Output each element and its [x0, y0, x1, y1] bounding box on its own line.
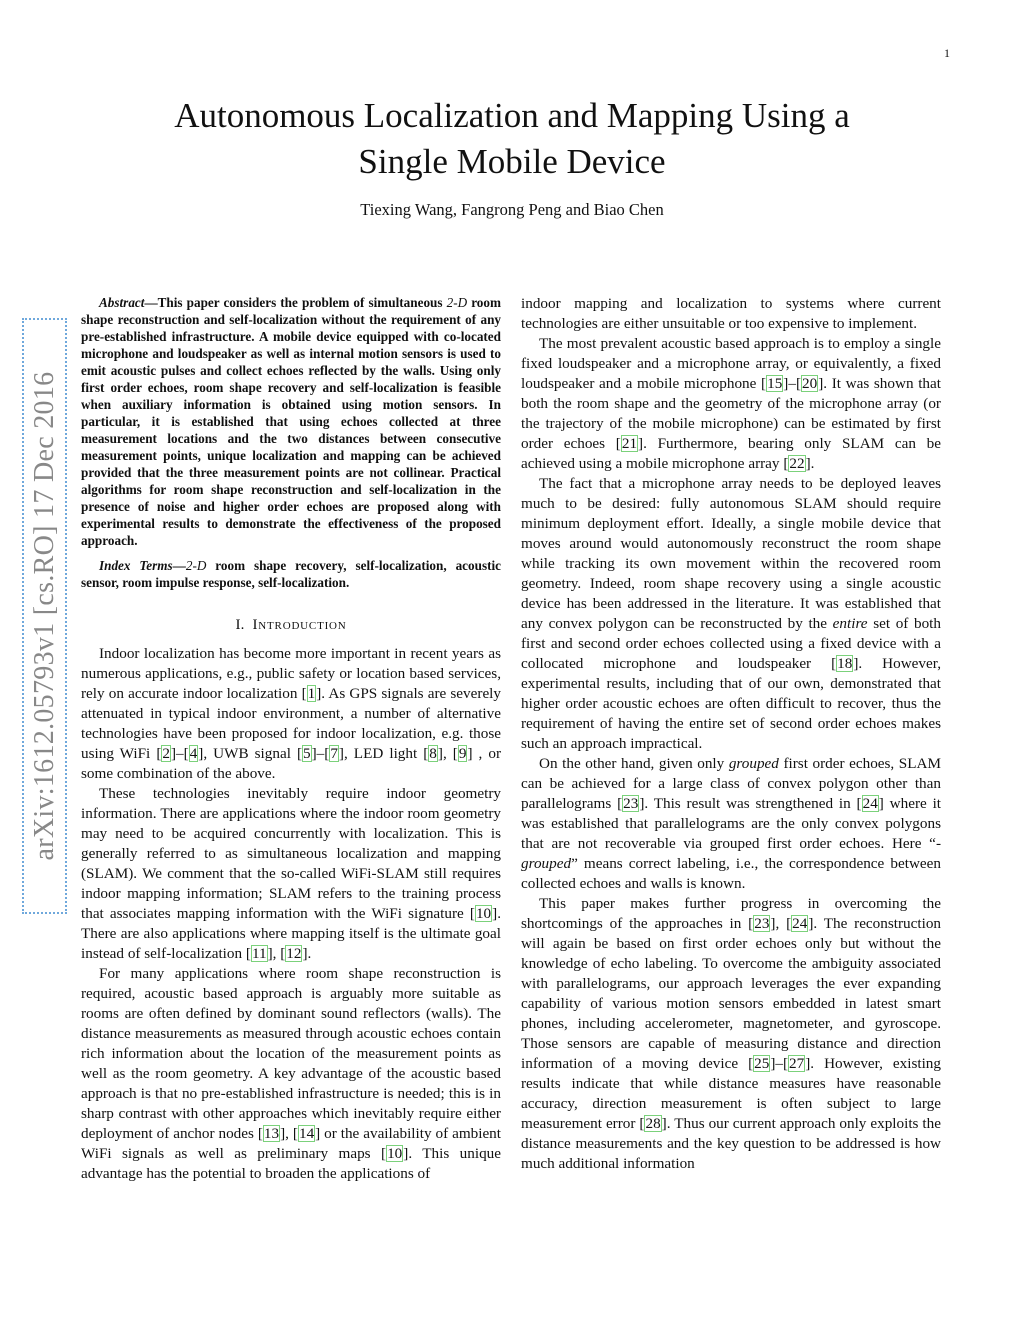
right-paragraph-3: On the other hand, given only grouped first order echoes, SLAM can be achieved for a large class of convex polygon other than parallelograms [23]. This result was strengthened in [24] where it was established that parallelograms are the only convex polygons that are not recoverable via grouped first order echoes. Here “-grouped” means correct labeling, i.e., the correspondence between collected echoes and walls is known.	[521, 755, 942, 892]
emphasis: grouped	[728, 755, 779, 772]
citation-link[interactable]: 12	[286, 945, 302, 962]
citation-link[interactable]: 27	[789, 1055, 805, 1072]
text: . The reconstruction will again be based on first order echoes only but without the knowledge of echo labeling. To overcome the ambiguity associated with parallelograms, our approach leverages the ever expanding capability of various motion sensors embedded in latest smart phones, including accelerometer, magnetometer, and gyroscope. Those sensors are capable of measuring distance and direction information of a moving device	[521, 915, 942, 1072]
right-paragraph-0: indoor mapping and localization to systems where current technologies are either unsuitable or too expensive to implement.	[521, 295, 941, 332]
text: ,	[285, 1125, 293, 1142]
text: ,	[442, 745, 453, 762]
abstract-text-1: This paper considers the problem of simultaneous	[157, 295, 447, 310]
text: . This unique advantage has the potential to broaden the applications of	[81, 1145, 501, 1182]
text: set of both first and second order echoes collected using a fixed device with a collocated microphone and loudspeaker	[521, 615, 941, 672]
abstract-label: Abstract	[99, 295, 145, 310]
text: –	[788, 375, 796, 392]
citation-link[interactable]: 24	[792, 915, 808, 932]
citation-link[interactable]: 23	[754, 915, 770, 932]
text: –	[775, 1055, 783, 1072]
text: The most prevalent acoustic based approach is to employ a single fixed loudspeaker and a microphone array, or equivalently, a fixed loudspeaker and a mobile microphone	[521, 335, 941, 392]
citation-link[interactable]: 21	[621, 435, 638, 452]
title-line-1: Autonomous Localization and Mapping Using a	[174, 96, 850, 135]
citation-link[interactable]: 24	[862, 795, 878, 812]
arxiv-stamp[interactable]	[22, 318, 67, 914]
citation-link[interactable]: 10	[475, 905, 492, 922]
text: , LED light	[343, 745, 424, 762]
section-name: Introduction	[252, 617, 347, 633]
citation-link[interactable]: 23	[623, 795, 639, 812]
citation-link[interactable]: 4	[189, 745, 198, 762]
text: ,	[775, 915, 787, 932]
text: . As GPS signals are severely attenuated in typical indoor environment, a number of alternative technologies have been proposed for indoor localization, e.g. those using WiFi	[81, 685, 501, 762]
text: .	[307, 945, 312, 962]
citation-link[interactable]: 5	[303, 745, 311, 762]
citation-link[interactable]: 28	[645, 1115, 661, 1132]
index-terms-text: room shape recovery, self-localization, acoustic sensor, room impulse response, self-localization.	[81, 558, 501, 590]
text: , or some combination of the above.	[81, 745, 502, 782]
index-terms-dash: —	[172, 558, 186, 573]
emphasis: entire	[832, 615, 868, 632]
text: –	[176, 745, 184, 762]
authors: Tiexing Wang, Fangrong Peng and Biao Chen	[360, 200, 664, 219]
arxiv-stamp-text: arXiv:1612.05793v1 [cs.RO] 17 Dec 2016	[28, 371, 60, 861]
abstract-dash: —	[144, 295, 158, 310]
title-line-2: Single Mobile Device	[358, 142, 666, 181]
section-heading-introduction	[81, 617, 501, 634]
emphasis: -grouped	[521, 835, 941, 872]
citation-link[interactable]: 2	[162, 745, 170, 762]
section-number: I.	[235, 617, 245, 633]
text: . It was shown that both the room shape and the geometry of the microphone array (or the trajectory of the mobile microphone) can be estimated by first order echoes	[521, 375, 941, 452]
text: ” means correct labeling, i.e., the correspondence between collected echoes and walls is known.	[521, 855, 941, 892]
text: , UWB signal	[203, 745, 297, 762]
intro-paragraph-2: These technologies inevitably require indoor geometry information. There are applications where the indoor room geometry may need to be acquired concurrently with localization. This is generally referred to as simultaneous localization and mapping (SLAM). We comment that the so-called WiFi-SLAM still requires indoor mapping information; SLAM refers to the training process that associates mapping information with the WiFi signature [10]. There are also applications where mapping itself is the ultimate goal instead of self-localization [11], [12].	[81, 785, 501, 962]
text: For many applications where room shape reconstruction is required, acoustic based approach is arguably more suitable as rooms are often defined by dominant sound reflectors (walls). The distance measurements as measured through acoustic echoes contain rich information about the location of the measurement points as well as the room geometry. A key advantage of the acoustic based approach is that no pre-established infrastructure is needed; this is in sharp contrast with other approaches which inevitably require either deployment of anchor nodes	[81, 965, 501, 1142]
citation-link[interactable]: 7	[330, 745, 338, 762]
citation-link[interactable]: 11	[251, 945, 267, 962]
text: . However, existing results indicate that while distance measures have reasonable accuracy, direction measurement is often subject to large measurement error	[521, 1055, 941, 1132]
right-paragraph-4: This paper makes further progress in overcoming the shortcomings of the approaches in [23], [24]. The reconstruction will again be based on first order echoes only but without the knowledge of echo labeling. To overcome the ambiguity associated with parallelograms, our approach leverages the ever expanding capability of various motion sensors embedded in latest smart phones, including accelerometer, magnetometer, and gyroscope. Those sensors are capable of measuring distance and direction information of a moving device [25]–[27]. However, existing results indicate that while distance measures have reasonable accuracy, direction measurement is often subject to large measurement error [28]. Thus our current approach only exploits the distance measurements and the key question to be addressed is how much additional information	[521, 895, 942, 1172]
citation-link[interactable]: 15	[767, 375, 783, 392]
citation-link[interactable]: 25	[754, 1055, 770, 1072]
text: This paper makes further progress in overcoming the shortcomings of the approaches in	[521, 895, 941, 932]
text: The fact that a microphone array needs to be deployed leaves much to be desired: fully autonomous SLAM should require minimum deployment effort. Ideally, a single mobile device that moves around would autonomously reconstruct the room shape while tracking its own movement within the recovered room geometry. Indeed, room shape recovery using a single acoustic device has been addressed in the literature. It was established that any convex polygon can be reconstructed by the	[521, 475, 941, 632]
text: On the other hand, given only	[539, 755, 729, 772]
paper-title	[60, 93, 964, 185]
intro-paragraph-1: Indoor localization has become more important in recent years as numerous applications, e.g., public safety or location based services, rely on accurate indoor localization [1]. As GPS signals are severely attenuated in typical indoor environment, a number of alternative technologies have been proposed for indoor localization, e.g. those using WiFi [2]–[4], UWB signal [5]–[7], LED light [8], [9] , or some combination of the above.	[81, 645, 502, 782]
abstract-text-2: room shape reconstruction and self-localization without the requirement of any pre-established infrastructure. A mobile device equipped with co-located microphone and loudspeaker as well as internal motion sensors is used to emit acoustic pulses and collect echoes reflected by the walls. Using only first order echoes, room shape recovery and self-localization is feasible when auxiliary information is obtained using motion sensors. In particular, it is established that using echoes collected at three measurement locations and the two distances between consecutive measurement points, unique localization and mapping can be achieved provided that the three measurement points are not collinear. Practical algorithms for room shape reconstruction and self-localization in the presence of noise and higher order echoes are proposed along with experimental results to demonstrate the effectiveness of the proposed approach.	[81, 295, 501, 548]
citation-link[interactable]: 18	[837, 655, 853, 672]
citation-link[interactable]: 14	[298, 1125, 315, 1142]
text: Indoor localization has become more important in recent years as numerous applications, e.g., public safety or location based services, rely on accurate indoor localization	[81, 645, 501, 702]
right-paragraph-1: The most prevalent acoustic based approach is to employ a single fixed loudspeaker and a microphone array, or equivalently, a fixed loudspeaker and a mobile microphone [15]–[20]. It was shown that both the room shape and the geometry of the microphone array (or the trajectory of the mobile microphone) can be estimated by first order echoes [21]. Furthermore, bearing only SLAM can be achieved using a mobile microphone array [22].	[521, 335, 941, 472]
citation-link[interactable]: 10	[387, 1145, 403, 1162]
text: . This result was strengthened in	[644, 795, 857, 812]
text: These technologies inevitably require indoor geometry information. There are applications where the indoor room geometry may need to be acquired concurrently with localization. This is generally referred to as simultaneous localization and mapping (SLAM). We comment that the so-called WiFi-SLAM still requires indoor mapping information; SLAM refers to the training process that associates mapping information with the WiFi signature	[81, 785, 501, 922]
right-column	[521, 294, 941, 1174]
text: –	[316, 745, 325, 762]
citation-link[interactable]: 1	[307, 685, 316, 702]
page-number: 1	[944, 46, 950, 60]
intro-paragraph-3: For many applications where room shape reconstruction is required, acoustic based approach is arguably more suitable as rooms are often defined by dominant sound reflectors (walls). The distance measurements as measured through acoustic echoes contain rich information about the location of the measurement points as well as the room geometry. A key advantage of the acoustic based approach is that no pre-established infrastructure is needed; this is in sharp contrast with other approaches which inevitably require either deployment of anchor nodes [13], [14] or the availability of ambient WiFi signals as well as preliminary maps [10]. This unique advantage has the potential to broaden the applications of	[81, 965, 501, 1182]
index-terms-math: 2-D	[185, 558, 207, 573]
text: ,	[272, 945, 281, 962]
text: . However, experimental results, including that of our own, demonstrated that higher order acoustic echoes are often difficult to recover, thus the requirement of having the entire set of second order echoes makes such an approach impractical.	[521, 655, 941, 752]
index-terms	[81, 557, 501, 591]
text: . Thus our current approach only exploits the distance measurements and the key question to be addressed is how much additional information	[521, 1115, 941, 1172]
citation-link[interactable]: 8	[429, 745, 437, 762]
right-paragraph-2: The fact that a microphone array needs to be deployed leaves much to be desired: fully autonomous SLAM should require minimum deployment effort. Ideally, a single mobile device that moves around would autonomously reconstruct the room shape while tracking its own movement within the recovered room geometry. Indeed, room shape recovery using a single acoustic device has been addressed in the literature. It was established that any convex polygon can be reconstructed by the entire set of both first and second order echoes collected using a fixed device with a collocated microphone and loudspeaker [18]. However, experimental results, including that of our own, demonstrated that higher order acoustic echoes are often difficult to recover, thus the requirement of having the entire set of second order echoes makes such an approach impractical.	[521, 475, 941, 752]
citation-link[interactable]: 20	[802, 375, 818, 392]
index-terms-label: Index Terms	[99, 558, 173, 573]
text: or the availability of ambient WiFi signals as well as preliminary maps	[81, 1125, 501, 1162]
text: . Furthermore, bearing only SLAM can be achieved using a mobile microphone array	[521, 435, 941, 472]
citation-link[interactable]: 9	[458, 745, 467, 762]
text: first order echoes, SLAM can be achieved for a large class of convex polygon other than parallelograms	[521, 755, 941, 812]
text: .	[810, 455, 815, 472]
abstract	[81, 294, 501, 549]
citation-link[interactable]: 22	[789, 455, 805, 472]
citation-link[interactable]: 13	[263, 1125, 280, 1142]
text: . There are also applications where mapping itself is the ultimate goal instead of self-localization	[81, 905, 501, 962]
text: where it was established that parallelograms are the only convex polygons that are not recoverable via grouped first order echoes. Here “	[521, 795, 942, 852]
abstract-math: 2-D	[446, 295, 468, 310]
left-column	[81, 294, 501, 1184]
